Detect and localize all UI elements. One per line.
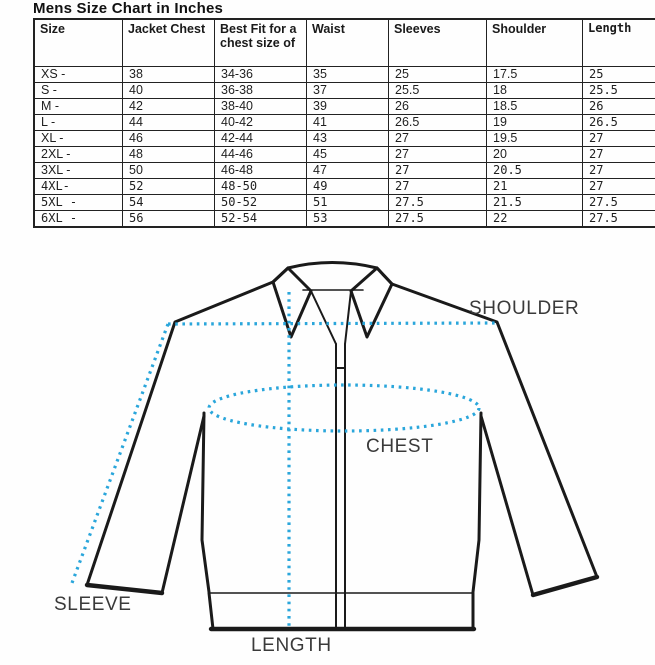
table-cell: 26 [389, 99, 487, 115]
sleeve-label: SLEEVE [54, 594, 132, 615]
shoulder-measure-line [168, 323, 497, 324]
table-cell: 46-48 [215, 163, 307, 179]
table-cell: 38-40 [215, 99, 307, 115]
table-cell: 44-46 [215, 147, 307, 163]
table-cell: 19 [487, 115, 583, 131]
shoulder-label: SHOULDER [469, 298, 580, 319]
table-cell: 27 [583, 147, 655, 163]
table-cell: 38 [123, 67, 215, 83]
table-cell: 21 [487, 179, 583, 195]
table-cell: 52-54 [215, 211, 307, 228]
table-row [34, 99, 655, 115]
table-cell: 27.5 [583, 211, 655, 228]
table-cell: 35 [307, 67, 389, 83]
table-cell: 27 [389, 163, 487, 179]
collar-back-outline [273, 263, 392, 285]
table-row [34, 211, 655, 228]
sleeve-measure-line [72, 324, 168, 583]
table-cell: 6XL - [34, 211, 123, 228]
table-cell: 51 [307, 195, 389, 211]
size-chart-table [33, 18, 655, 228]
column-header: Waist [307, 19, 389, 67]
table-cell: 26 [583, 99, 655, 115]
table-cell: 22 [487, 211, 583, 228]
table-row [34, 147, 655, 163]
table-row [34, 83, 655, 99]
column-header: Length [583, 19, 655, 67]
table-cell: 50-52 [215, 195, 307, 211]
table-row [34, 67, 655, 83]
length-label: LENGTH [251, 635, 332, 656]
table-cell: XL - [34, 131, 123, 147]
table-cell: M - [34, 99, 123, 115]
table-cell: 27.5 [389, 211, 487, 228]
left-cuff-line [87, 585, 162, 593]
table-cell: 20.5 [487, 163, 583, 179]
table-cell: 41 [307, 115, 389, 131]
table-cell: 2XL - [34, 147, 123, 163]
table-cell: 27 [583, 179, 655, 195]
table-cell: 25 [583, 67, 655, 83]
table-row [34, 163, 655, 179]
table-cell: 42-44 [215, 131, 307, 147]
page-title: Mens Size Chart in Inches [33, 0, 224, 17]
table-cell: 43 [307, 131, 389, 147]
table-cell: 54 [123, 195, 215, 211]
table-cell: 40-42 [215, 115, 307, 131]
neckline-v [311, 291, 351, 344]
right-lapel [351, 268, 392, 337]
table-cell: XS - [34, 67, 123, 83]
table-cell: 27.5 [389, 195, 487, 211]
table-cell: 50 [123, 163, 215, 179]
chest-label: CHEST [366, 436, 434, 457]
table-cell: 45 [307, 147, 389, 163]
table-cell: 3XL - [34, 163, 123, 179]
right-cuff-line [533, 577, 597, 595]
table-cell: 47 [307, 163, 389, 179]
table-cell: 26.5 [389, 115, 487, 131]
table-cell: 37 [307, 83, 389, 99]
table-header-row [34, 19, 655, 67]
table-cell: 21.5 [487, 195, 583, 211]
column-header: Sleeves [389, 19, 487, 67]
table-cell: 20 [487, 147, 583, 163]
column-header: Size [34, 19, 123, 67]
table-cell: 52 [123, 179, 215, 195]
column-header: Jacket Chest [123, 19, 215, 67]
right-torso-edge [473, 413, 481, 592]
table-cell: 56 [123, 211, 215, 228]
measurement-lines [72, 292, 497, 627]
table-cell: 39 [307, 99, 389, 115]
table-cell: 42 [123, 99, 215, 115]
table-row [34, 115, 655, 131]
table-cell: 48-50 [215, 179, 307, 195]
table-cell: 40 [123, 83, 215, 99]
table-row [34, 179, 655, 195]
right-sleeve-outline [392, 284, 597, 577]
table-cell: 27 [583, 131, 655, 147]
left-torso-edge [202, 413, 209, 592]
table-cell: 25.5 [389, 83, 487, 99]
table-cell: 25.5 [583, 83, 655, 99]
zipper [336, 344, 345, 629]
table-header [34, 19, 655, 67]
table-cell: 4XL- [34, 179, 123, 195]
table-cell: 27 [389, 147, 487, 163]
table-cell: 34-36 [215, 67, 307, 83]
table-cell: 36-38 [215, 83, 307, 99]
table-cell: 25 [389, 67, 487, 83]
column-header: Best Fit for a chest size of [215, 19, 307, 67]
table-cell: 49 [307, 179, 389, 195]
table-cell: 48 [123, 147, 215, 163]
left-inner-sleeve-line [162, 416, 204, 593]
table-cell: L - [34, 115, 123, 131]
column-header: Shoulder [487, 19, 583, 67]
table-row [34, 131, 655, 147]
table-cell: 19.5 [487, 131, 583, 147]
hem-left-edge [209, 593, 213, 629]
table-cell: 27.5 [583, 195, 655, 211]
table-cell: S - [34, 83, 123, 99]
table-cell: 53 [307, 211, 389, 228]
table-body [34, 67, 655, 228]
table-cell: 5XL - [34, 195, 123, 211]
table-row [34, 195, 655, 211]
table-cell: 27 [389, 179, 487, 195]
table-cell: 18.5 [487, 99, 583, 115]
left-lapel [273, 268, 311, 337]
table-cell: 26.5 [583, 115, 655, 131]
table-cell: 17.5 [487, 67, 583, 83]
table-cell: 27 [583, 163, 655, 179]
table-cell: 27 [389, 131, 487, 147]
left-sleeve-outline [87, 282, 273, 585]
table-cell: 18 [487, 83, 583, 99]
table-cell: 46 [123, 131, 215, 147]
jacket-measurement-diagram [0, 240, 655, 665]
table-cell: 44 [123, 115, 215, 131]
right-inner-sleeve-line [481, 416, 533, 595]
